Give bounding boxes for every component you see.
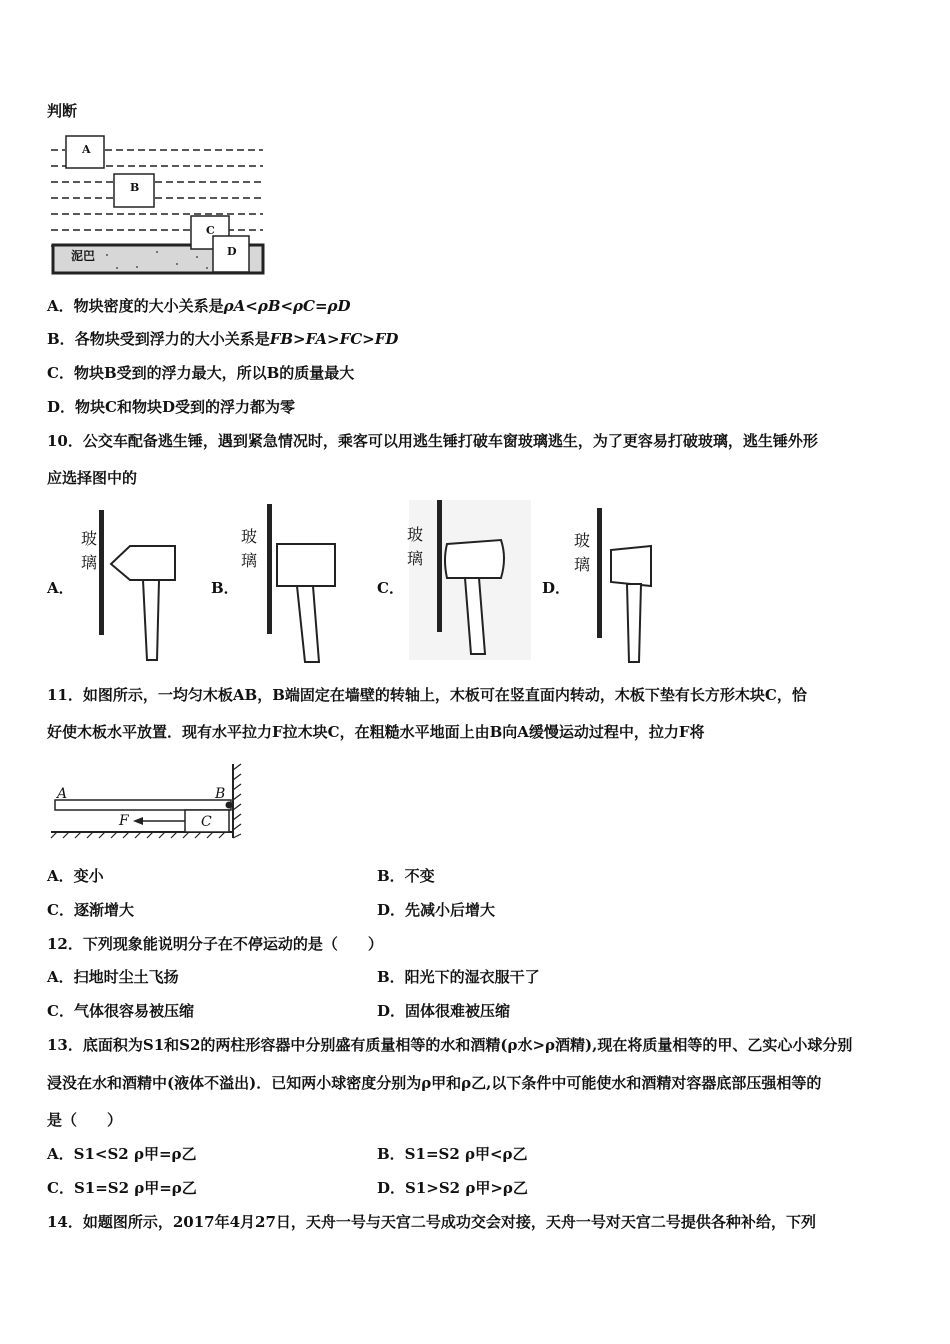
hammer-c-svg — [403, 498, 543, 664]
q11-option-d: D．先减小后增大 — [377, 901, 496, 919]
hammer-options — [47, 500, 927, 670]
q11-number: 11． — [47, 686, 83, 704]
hammer-option-a-label: A． — [47, 579, 74, 597]
q12-option-c: C．气体很容易被压缩 — [47, 1002, 194, 1020]
hammer-d-glass-1: 玻 — [574, 531, 591, 550]
q11-option-a: A．变小 — [47, 867, 104, 885]
q9-option-a-label: A． — [47, 297, 74, 315]
q10-text-line1: 公交车配备逃生锤，遇到紧急情况时，乘客可以用逃生锤打破车窗玻璃逃生，为了更容易打破玻璃，逃生锤外形 — [82, 432, 818, 450]
mud-label: 泥巴 — [71, 249, 96, 263]
board-figure — [47, 760, 247, 842]
q9-option-a-relation: ρA<ρB<ρC=ρD — [223, 297, 351, 315]
q9-option-a-text: 物块密度的大小关系是 — [73, 297, 224, 315]
q9-option-b-relation: FB>FA>FC>FD — [269, 330, 399, 348]
hammer-option-b-label: B． — [211, 579, 239, 597]
intro-word: 判断 — [47, 102, 78, 120]
q14-line1: 14．如题图所示，2017年4月27日，天舟一号与天宫二号成功交会对接，天舟一号对天宫二号提供各种补给，下列 — [47, 1213, 816, 1231]
q11-line1 — [47, 685, 807, 705]
q13-line2: 浸没在水和酒精中(液体不溢出)．已知两小球密度分别为ρ甲和ρ乙,以下条件中可能使水和酒精对容器底部压强相等的 — [47, 1074, 822, 1092]
board-end-b-label: B — [215, 786, 226, 802]
hammer-option-d-label: D． — [542, 579, 571, 597]
q9-option-a — [47, 296, 351, 316]
hammer-d-glass-2: 璃 — [574, 555, 591, 574]
q9-option-c-label: C． — [47, 364, 74, 382]
q10-line1 — [47, 431, 818, 451]
hammer-c-glass-1: 玻 — [407, 525, 424, 544]
block-a-label: A — [82, 143, 91, 156]
q10-line2: 应选择图中的 — [47, 469, 138, 487]
q12-option-d: D．固体很难被压缩 — [377, 1002, 511, 1020]
q9-option-d — [47, 397, 295, 417]
q12-question: 12．下列现象能说明分子在不停运动的是（ ） — [47, 935, 383, 953]
hammer-a-glass-2: 璃 — [81, 553, 98, 572]
block-c-label: C — [206, 224, 215, 237]
hammer-d-svg — [569, 502, 709, 668]
q13-option-c: C．S1=S2 ρ甲=ρ乙 — [47, 1179, 197, 1197]
q10-number: 10． — [47, 432, 83, 450]
q13-line3: 是（ ） — [47, 1111, 123, 1129]
q13-option-d: D．S1>S2 ρ甲>ρ乙 — [377, 1179, 528, 1197]
hammer-a-glass-1: 玻 — [81, 529, 98, 548]
q12-option-b: B．阳光下的湿衣服干了 — [377, 968, 540, 986]
block-b-label: B — [130, 181, 140, 194]
q13-line1: 13．底面积为S1和S2的两柱形容器中分别盛有质量相等的水和酒精(ρ水>ρ酒精),现在将质量相等的甲、乙实心小球分别 — [47, 1036, 853, 1054]
q9-option-b — [47, 329, 398, 349]
hammer-c-glass-2: 璃 — [407, 549, 424, 568]
q13-option-b: B．S1=S2 ρ甲<ρ乙 — [377, 1145, 528, 1163]
q13-option-a: A．S1<S2 ρ甲=ρ乙 — [47, 1145, 197, 1163]
q11-option-c: C．逐渐增大 — [47, 901, 134, 919]
q12-option-a: A．扫地时尘土飞扬 — [47, 968, 179, 986]
q9-option-b-text: 各物块受到浮力的大小关系是 — [74, 330, 270, 348]
hammer-b-glass-2: 璃 — [241, 551, 258, 570]
q9-option-d-text: 物块C和物块D受到的浮力都为零 — [75, 398, 295, 416]
q9-option-c — [47, 363, 354, 383]
hammer-option-c-label: C． — [377, 579, 404, 597]
q9-option-c-text: 物块B受到的浮力最大，所以B的质量最大 — [73, 364, 355, 382]
hammer-b-glass-1: 玻 — [241, 527, 258, 546]
q9-option-b-label: B． — [47, 330, 75, 348]
q11-line2: 好使木板水平放置．现有水平拉力F拉木块C，在粗糙水平地面上由B向A缓慢运动过程中，拉力F将 — [47, 723, 705, 741]
q11-option-b: B．不变 — [377, 867, 435, 885]
force-f-label: F — [119, 813, 129, 829]
buoyancy-figure — [47, 130, 267, 278]
q9-option-d-label: D． — [47, 398, 76, 416]
board-end-a-label: A — [57, 786, 68, 802]
block-d-label: D — [227, 245, 237, 258]
block-c-figure-label: C — [201, 814, 212, 830]
q11-text-line1: 如图所示，一均匀木板AB，B端固定在墙壁的转轴上，木板可在竖直面内转动，木板下垫有长方形木块C，恰 — [82, 686, 807, 704]
